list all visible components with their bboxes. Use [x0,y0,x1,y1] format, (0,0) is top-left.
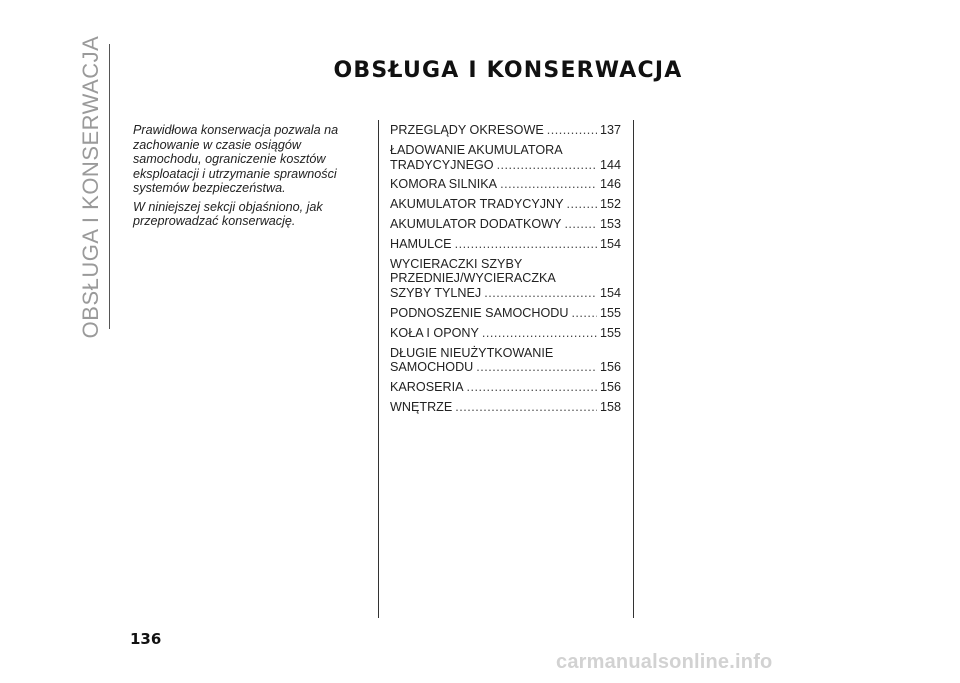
toc-item-label: KOMORA SILNIKA [390,177,498,192]
toc-item[interactable] [390,123,621,138]
intro-paragraph: W niniejszej sekcji objaśniono, jak przeprowadzać konserwację. [133,199,323,228]
column-divider-left [378,120,379,618]
toc-item[interactable] [390,346,621,376]
toc-item-page: 154 [599,236,621,251]
toc-item-label: PODNOSZENIE SAMOCHODU [390,305,569,320]
toc-item-label: WNĘTRZE [390,399,453,414]
intro-paragraph: Prawidłowa konserwacja pozwala na zachowanie w czasie osiągów samochodu, ograniczenie kosztów eksploatacji i utrzymanie sprawności systemów bezpieczeństwa. [133,123,339,195]
toc-item-label: KOŁA I OPONY [390,325,479,340]
toc-item-page: 152 [599,197,621,212]
watermark: carmanualsonline.info [556,651,773,673]
toc-item[interactable] [390,306,621,321]
toc-item[interactable] [390,237,621,252]
toc-leader-dots [484,286,597,301]
toc-item[interactable] [390,257,621,301]
toc-item-label: HAMULCE [390,236,452,251]
page-title: OBSŁUGA I KONSERWACJA [333,58,683,83]
toc-item-label: AKUMULATOR TRADYCYJNY [390,197,564,212]
toc-item-page: 154 [599,286,621,301]
toc-item-page: 155 [599,305,621,320]
side-divider [109,44,110,329]
toc-item[interactable] [390,380,621,395]
toc-item-label: SZYBY TYLNEJ [390,286,482,301]
toc-leader-dots [466,380,597,395]
toc-item-label: KAROSERIA [390,380,464,395]
toc-leader-dots [455,237,597,252]
toc-item-label: SAMOCHODU [390,360,474,375]
toc-item[interactable] [390,326,621,341]
toc-item-heading: DŁUGIE NIEUŻYTKOWANIE [390,345,554,360]
table-of-contents [390,123,621,420]
toc-item-page: 137 [599,123,621,137]
toc-leader-dots [564,217,597,232]
toc-leader-dots [547,123,597,138]
toc-leader-dots [476,360,597,375]
toc-item-label: AKUMULATOR DODATKOWY [390,216,562,231]
intro-text [133,123,358,233]
toc-item-heading: WYCIERACZKI SZYBY PRZEDNIEJ/WYCIERACZKA [390,256,556,286]
toc-item-page: 144 [599,157,621,172]
toc-leader-dots [497,158,597,173]
toc-item-page: 153 [599,216,621,231]
toc-item-label: TRADYCYJNEGO [390,157,494,172]
toc-item-page: 155 [599,325,621,340]
toc-item[interactable] [390,400,621,415]
toc-item-page: 156 [599,380,621,395]
toc-leader-dots [455,400,597,415]
toc-item-heading: ŁADOWANIE AKUMULATORA [390,142,563,157]
page-number: 136 [130,630,162,648]
toc-item[interactable] [390,217,621,232]
column-divider-right [633,120,634,618]
toc-leader-dots [500,177,597,192]
toc-leader-dots [567,197,597,212]
side-tab-label: OBSŁUGA I KONSERWACJA [78,35,103,338]
toc-item[interactable] [390,143,621,173]
toc-item[interactable] [390,177,621,192]
side-tab [78,35,104,338]
toc-item-page: 158 [599,399,621,414]
toc-item-page: 146 [599,177,621,192]
toc-leader-dots [482,326,597,341]
toc-item-label: PRZEGLĄDY OKRESOWE [390,123,544,137]
toc-item[interactable] [390,197,621,212]
toc-leader-dots [571,306,597,321]
toc-item-page: 156 [599,360,621,375]
